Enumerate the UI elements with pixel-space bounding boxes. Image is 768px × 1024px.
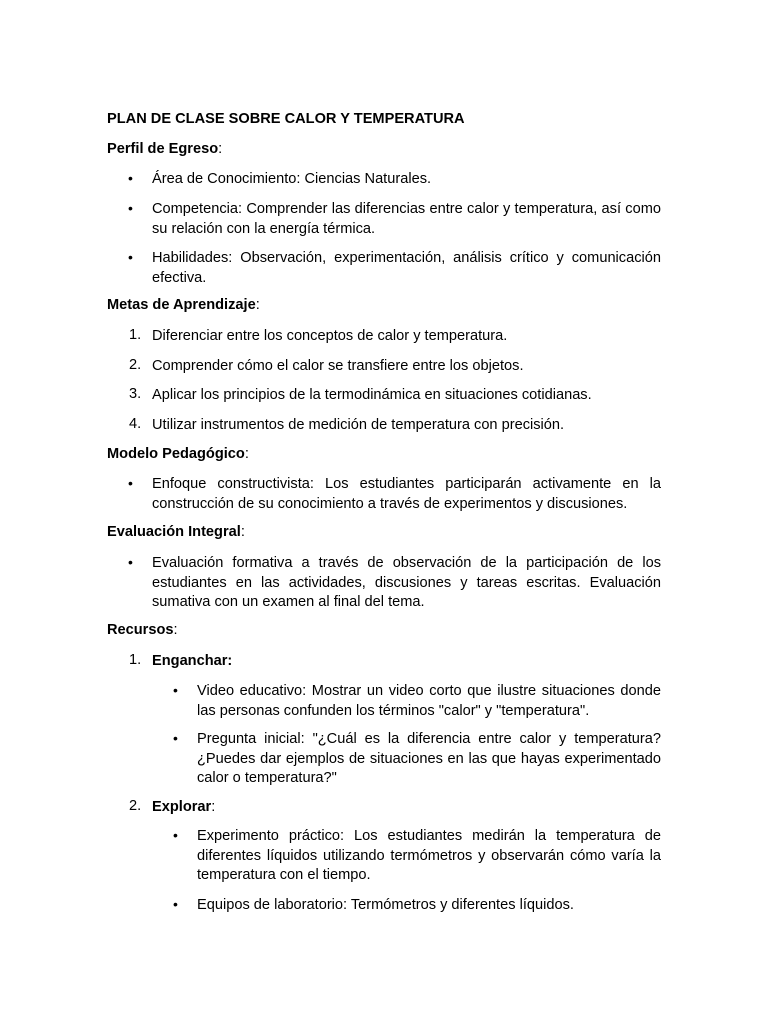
list-item-number: 1. <box>129 327 142 343</box>
section-heading-recursos <box>107 622 178 638</box>
list-item-number: 4. <box>129 416 142 432</box>
list-item-number: 1. <box>129 652 142 668</box>
bullet-icon: • <box>173 827 178 843</box>
list-item-text: Competencia: Comprender las diferencias entre calor y temperatura, así como su relación con la energía térmica. <box>152 201 661 237</box>
bullet-icon: • <box>173 682 178 698</box>
section-heading-recursos-colon: : <box>173 622 178 638</box>
section-heading-perfil-colon: : <box>218 141 223 157</box>
section-heading-evaluacion <box>107 524 245 540</box>
list-item-text: Experimento práctico: Los estudiantes medirán la temperatura de diferentes líquidos utilizando termómetros y observarán cómo varía la temperatura con el tiempo. <box>197 828 661 883</box>
list-item-text: Habilidades: Observación, experimentación, análisis crítico y comunicación efectiva. <box>152 250 661 286</box>
list-item-text: Aplicar los principios de la termodinámica en situaciones cotidianas. <box>152 387 592 403</box>
section-heading-metas-colon: : <box>255 297 260 313</box>
bullet-icon: • <box>173 896 178 912</box>
list-item-text: Video educativo: Mostrar un video corto que ilustre situaciones donde las personas confunden los términos "calor" y "temperatura". <box>197 683 661 719</box>
bullet-icon: • <box>128 200 133 216</box>
list-item-number: 3. <box>129 386 142 402</box>
section-heading-recursos-label: Recursos <box>107 622 174 638</box>
bullet-icon: • <box>128 249 133 265</box>
section-heading-perfil-label: Perfil de Egreso <box>107 141 219 157</box>
list-item-text: Enfoque constructivista: Los estudiantes participarán activamente en la construcción de su conocimiento a través de experimentos y discusiones. <box>152 476 661 512</box>
list-item-text: Diferenciar entre los conceptos de calor y temperatura. <box>152 328 508 344</box>
section-heading-metas <box>107 297 260 313</box>
list-item-text: Equipos de laboratorio: Termómetros y diferentes líquidos. <box>197 897 574 913</box>
subsection-label: Explorar <box>152 799 212 815</box>
bullet-icon: • <box>128 554 133 570</box>
bullet-icon: • <box>173 730 178 746</box>
list-item-text: Pregunta inicial: "¿Cuál es la diferencia entre calor y temperatura? ¿Puedes dar ejemplos de situaciones en las que hayas experimentado calor o temperatura?" <box>197 731 661 786</box>
bullet-icon: • <box>128 170 133 186</box>
list-item-text <box>152 652 661 672</box>
list-item-number: 2. <box>129 798 142 814</box>
list-item-text: Evaluación formativa a través de observación de la participación de los estudiantes en las actividades, discusiones y tareas escritas. Evaluación sumativa con un examen al final del tema. <box>152 555 661 610</box>
list-item-text: Área de Conocimiento: Ciencias Naturales. <box>152 171 432 187</box>
list-item-text: Comprender cómo el calor se transfiere entre los objetos. <box>152 358 524 374</box>
bullet-icon: • <box>128 475 133 491</box>
document-title: PLAN DE CLASE SOBRE CALOR Y TEMPERATURA <box>107 111 465 127</box>
section-heading-evaluacion-label: Evaluación Integral <box>107 524 241 540</box>
list-item-number: 2. <box>129 357 142 373</box>
section-heading-modelo <box>107 446 249 462</box>
section-heading-modelo-colon: : <box>244 446 249 462</box>
list-item-text: Utilizar instrumentos de medición de temperatura con precisión. <box>152 417 565 433</box>
section-heading-perfil <box>107 141 222 157</box>
subsection-label: Enganchar: <box>152 653 233 669</box>
subsection-colon: : <box>211 799 216 815</box>
section-heading-metas-label: Metas de Aprendizaje <box>107 297 256 313</box>
section-heading-evaluacion-colon: : <box>240 524 245 540</box>
list-item-text <box>152 798 661 818</box>
section-heading-modelo-label: Modelo Pedagógico <box>107 446 245 462</box>
